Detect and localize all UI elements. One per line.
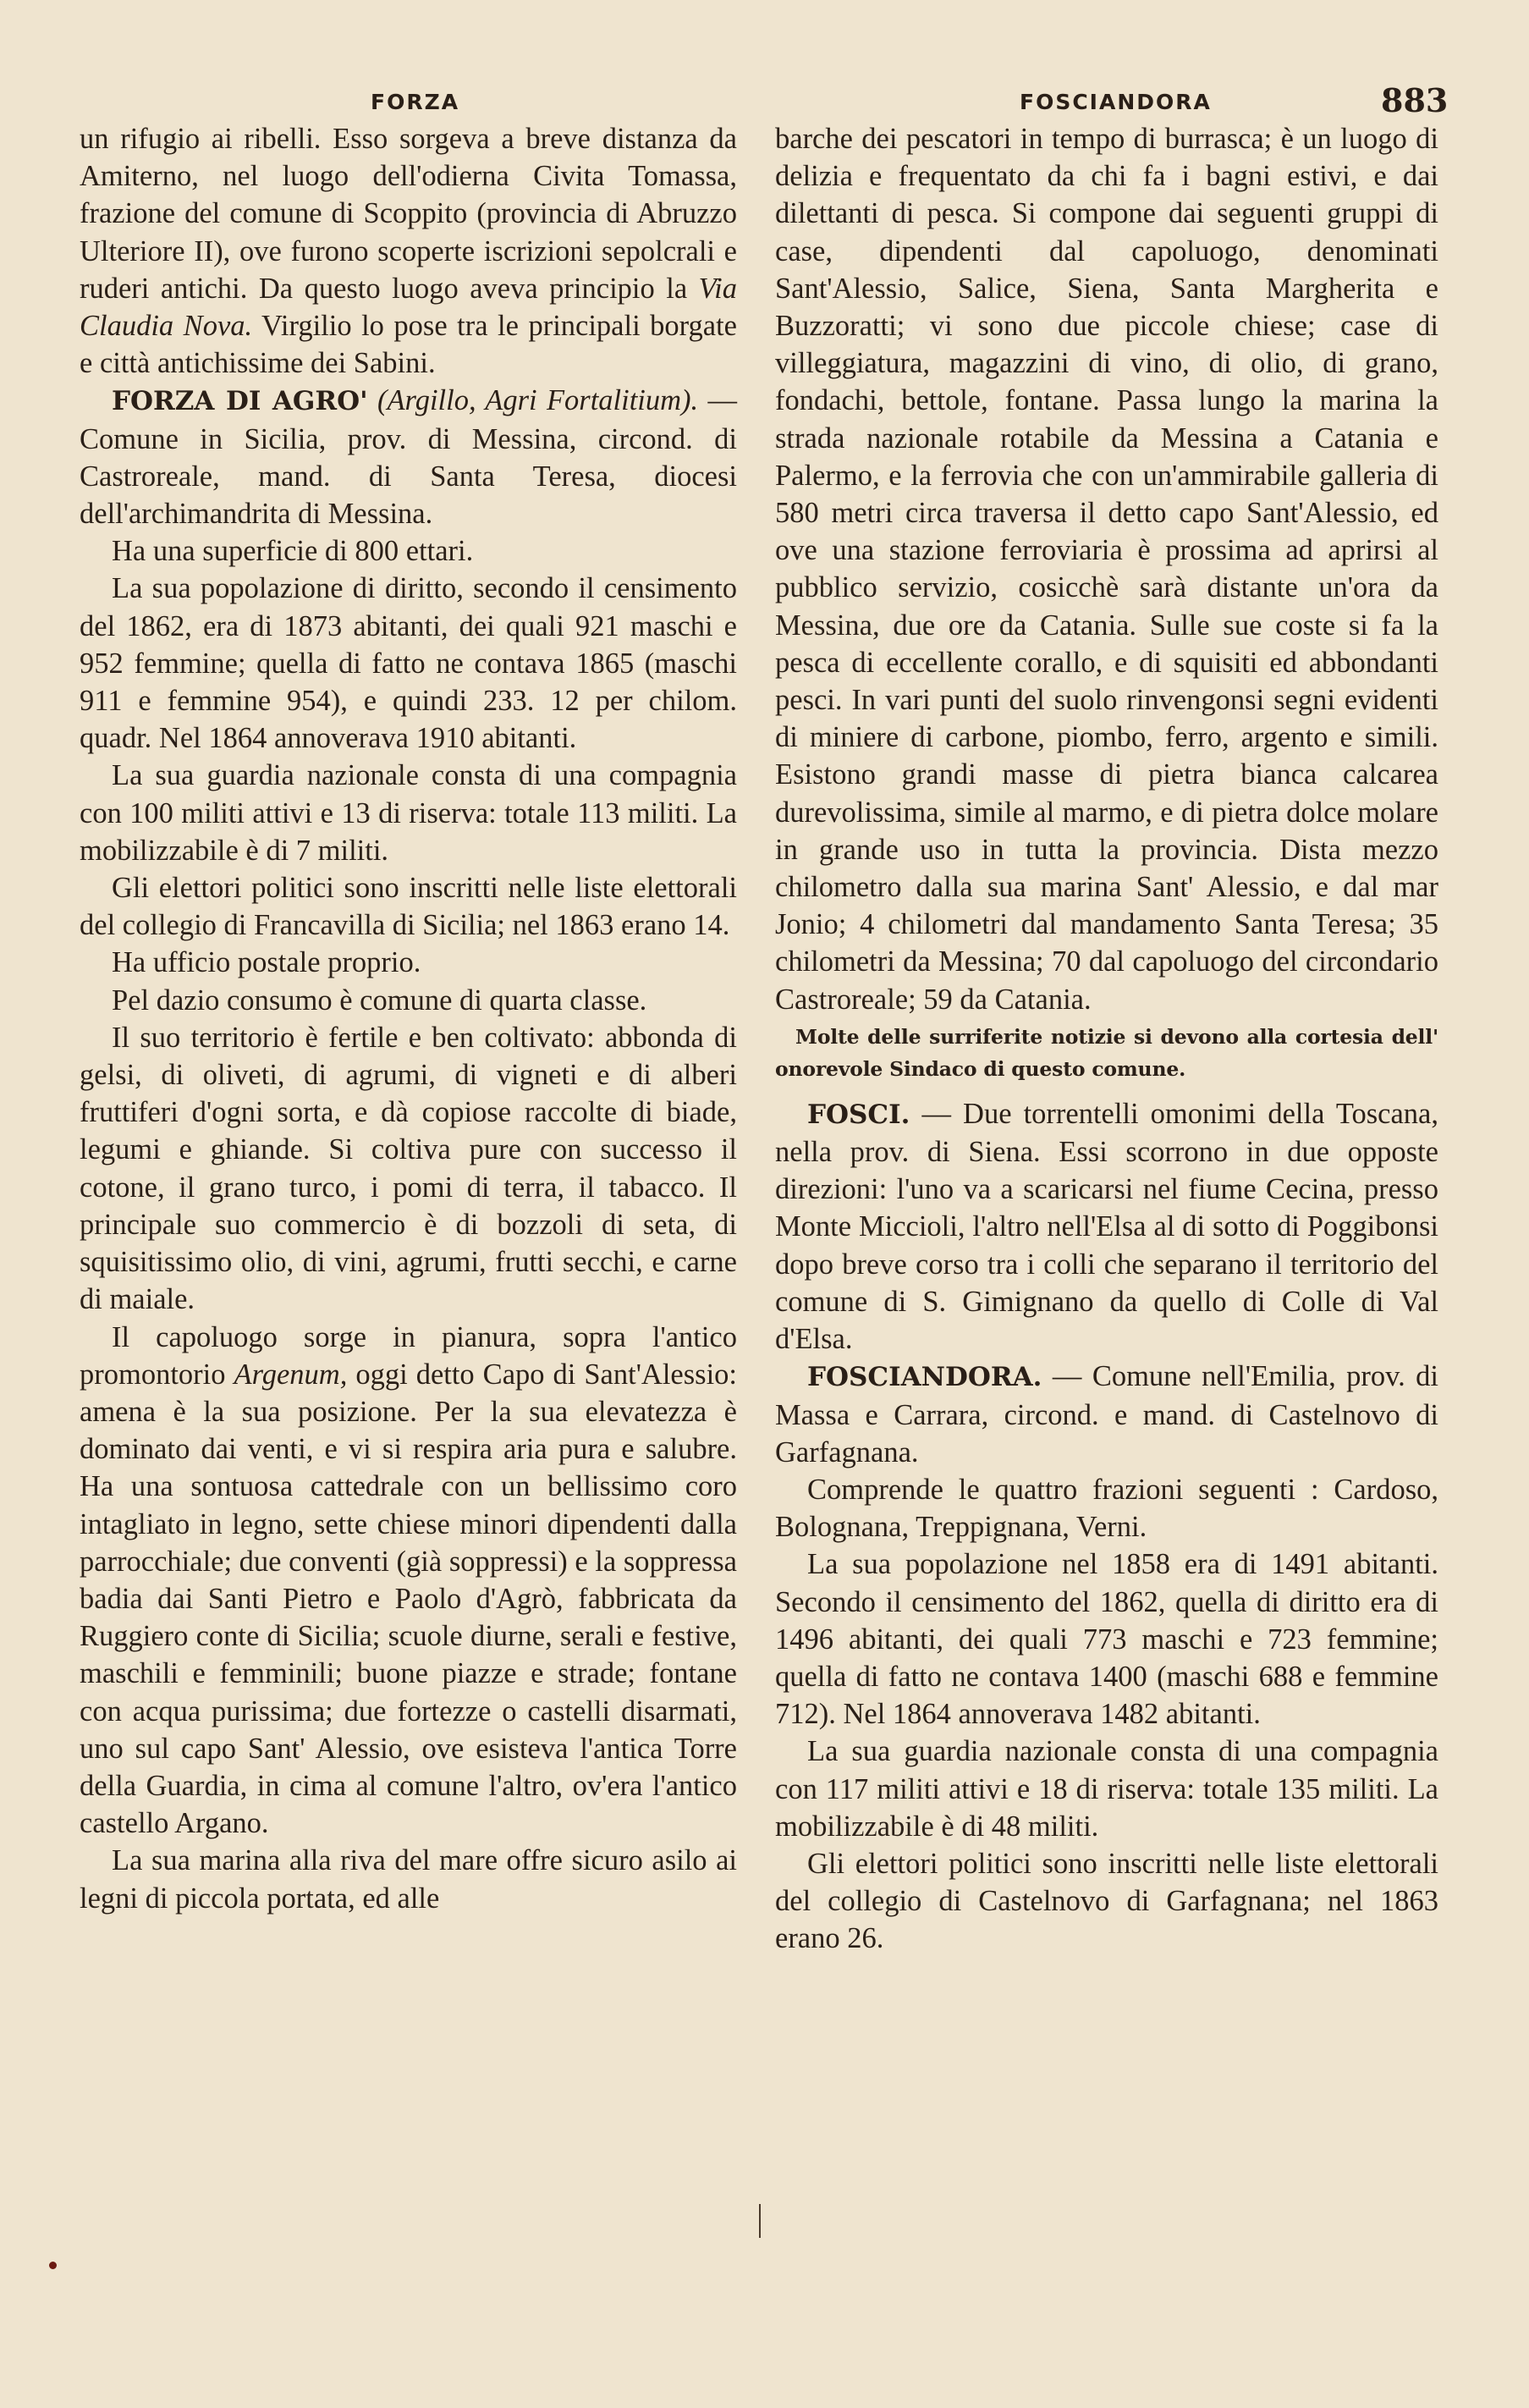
right-running-head: FOSCIANDORA [1020, 90, 1212, 114]
entry-fosci: FOSCI. — Due torrentelli omonimi della Toscana, nella prov. di Siena. Essi scorrono in due opposte direzioni: l'uno va a scaricarsi nel fiume Cecina, presso Monte Miccioli, l'altro nell'Elsa al di sotto di Poggibonsi dopo breve corso tra i colli che separano il territorio del comune di S. Gimignano da quello di Colle di Val d'Elsa. [775, 1097, 1438, 1356]
latin-name: (Argillo, Agri Fortalitium). [377, 384, 699, 417]
headword-fosci: FOSCI. [807, 1099, 910, 1130]
paragraph-guard: La sua guardia nazionale consta di una compagnia con 100 militi attivi e 13 di riserva: totale 113 militi. La mobilizzabile è di 7 militi. [80, 759, 737, 867]
paragraph-population-fosciandora: La sua popolazione nel 1858 era di 1491 abitanti. Secondo il censimento del 1862, quella di diritto era di 1496 abitanti, dei quali 773 maschi e 723 femmine; quella di fatto ne contava 1400 (maschi 688 e femmine 712). Nel 1864 annoverava 1482 abitanti. [775, 1548, 1438, 1731]
entry-fosciandora: FOSCIANDORA. — Comune nell'Emilia, prov. di Massa e Carrara, circond. e mand. di Castelnovo di Garfagnana. [775, 1360, 1438, 1468]
paragraph-fractions: Comprende le quattro frazioni seguenti : Cardoso, Bolognana, Treppignana, Verni. [775, 1473, 1438, 1544]
paragraph-continuation: barche dei pescatori in tempo di burrasca; è un luogo di delizia e frequentato da chi fa i bagni estivi, e dai dilettanti di pesca. Si compone dai seguenti gruppi di case, dipendenti dal capoluogo, denominati Sant'Alessio, Salice, Siena, Santa Margherita e Buzzoratti; vi sono due piccole chiese; case di villeggiatura, magazzini di vino, di olio, di grano, fondachi, bettole, fontane. Passa lungo la marina la strada nazionale rotabile da Messina a Catania e Palermo, e la ferrovia che con un'ammirabile galleria di 580 metri circa traversa il detto capo Sant'Alessio, ed ove una stazione ferroviaria è prossima ad aprirsi al pubblico servizio, cosicchè sarà distante un'ora da Messina, due ore da Catania. Sulle sue coste si fa la pesca di eccellente corallo, e di squisiti ed abbondanti pesci. In vari punti del suolo rinvengonsi segni evidenti di miniere di carbone, piombo, ferro, argento e simili. Esistono grandi masse di pietra bianca calcarea durevolissima, simile al marmo, e di pietra dolce molare in grande uso in tutta la provincia. Dista mezzo chilometro dalla sua marina Sant' Alessio, e dal mar Jonio; 4 chilometri dal mandamento Santa Teresa; 35 chilometri da Messina; 70 dal capoluogo del circondario Castroreale; 59 da Catania. [775, 123, 1438, 1016]
paragraph-electors: Gli elettori politici sono inscritti nelle liste elettorali del collegio di Francavilla di Sicilia; nel 1863 erano 14. [80, 872, 737, 942]
argenum-italic: Argenum, [234, 1358, 348, 1391]
paragraph-marina: La sua marina alla riva del mare offre sicuro asilo ai legni di piccola portata, ed alle [80, 1844, 737, 1915]
paragraph-territory: Il suo territorio è fertile e ben coltivato: abbonda di gelsi, di oliveti, di agrumi, di vigneti e di alberi fruttiferi d'ogni sorta, e dà copiose raccolte di biade, legumi e ghiande. Si coltiva pure con successo il cotone, il grano turco, i pomi di terra, il tabacco. Il principale suo commercio è di bozzoli di seta, di squisitissimo olio, di vini, agrumi, frutti secchi, e carne di maiale. [80, 1021, 737, 1316]
left-column [80, 120, 737, 1917]
page-number: 883 [1381, 81, 1449, 119]
right-column [775, 120, 1438, 1958]
paragraph-tax: Pel dazio consumo è comune di quarta classe. [112, 984, 647, 1017]
footnote-sindaco: Molte delle surriferite notizie si devono alla cortesia dell' onorevole Sindaco di questo comune. [775, 1024, 1438, 1081]
paragraph-area: Ha una superficie di 800 ettari. [112, 535, 474, 568]
paragraph-capital: Il capoluogo sorge in pianura, sopra l'antico promontorio Argenum, oggi detto Capo di Sant'Alessio: amena è la sua posizione. Per la sua elevatezza è dominato dai venti, e vi si respira aria pura e salubre. Ha una sontuosa cattedrale con un bellissimo coro intagliato in legno, sette chiese minori dipendenti dalla parrocchiale; due conventi (già soppressi) e la soppressa badia dai Santi Pietro e Paolo d'Agrò, fabbricata da Ruggiero conte di Sicilia; scuole diurne, serali e festive, maschili e femminili; buone piazze e strade; fontane con acqua purissima; due fortezze o castelli disarmati, uno sul capo Sant' Alessio, ove esisteva l'antica Torre della Guardia, in cima al comune l'altro, ov'era l'antico castello Argano. [80, 1320, 737, 1840]
paragraph-electors-fosciandora: Gli elettori politici sono inscritti nelle liste elettorali del collegio di Castelnovo di Garfagnana; nel 1863 erano 26. [775, 1847, 1438, 1955]
ink-speck [49, 2262, 57, 2269]
left-running-head: FORZA [371, 90, 460, 114]
paragraph-post: Ha ufficio postale proprio. [112, 946, 421, 979]
entry-forza-di-agro: FORZA DI AGRO' (Argillo, Agri Fortalitium). — Comune in Sicilia, prov. di Messina, circond. di Castroreale, mand. di Santa Teresa, diocesi dell'archimandrita di Messina. [80, 384, 738, 531]
column-divider [759, 2204, 761, 2238]
paragraph-guard-fosciandora: La sua guardia nazionale consta di una compagnia con 117 militi attivi e 18 di riserva: totale 135 militi. La mobilizzabile è di 48 militi. [775, 1735, 1438, 1843]
paragraph-rebels: un rifugio ai ribelli. Esso sorgeva a breve distanza da Amiterno, nel luogo dell'odierna Civita Tomassa, frazione del comune di Scoppito (provincia di Abruzzo Ulteriore II), ove furono scoperte iscrizioni sepolcrali e ruderi antichi. Da questo luogo aveva principio la Via Claudia Nova. Virgilio lo pose tra le principali borgate e città antichissime dei Sabini. [80, 123, 737, 380]
via-claudia-italic: Via Claudia Nova. [80, 272, 737, 343]
headword-fosciandora: FOSCIANDORA. [807, 1362, 1042, 1393]
paragraph-population: La sua popolazione di diritto, secondo il censimento del 1862, era di 1873 abitanti, dei quali 921 maschi e 952 femmine; quella di fatto ne contava 1865 (maschi 911 e femmine 954), e quindi 233. 12 per chilom. quadr. Nel 1864 annoverava 1910 abitanti. [80, 572, 737, 755]
headword-forza-di-agro: FORZA DI AGRO' [112, 386, 368, 417]
